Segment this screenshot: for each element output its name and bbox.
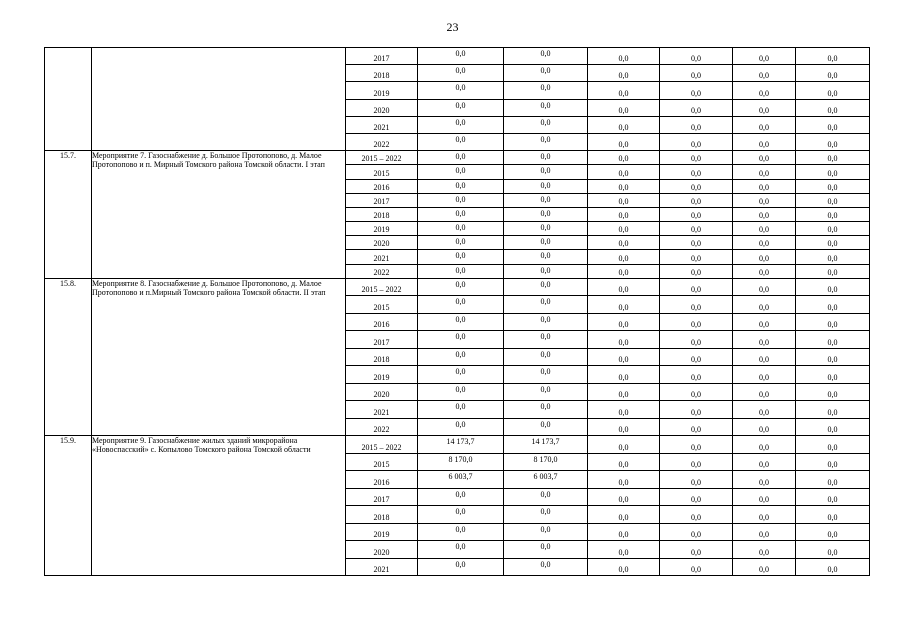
value-cell: 0,0: [796, 523, 870, 541]
value-cell: 0,0: [588, 82, 660, 99]
value-cell: 0,0: [588, 488, 660, 506]
table-row: [45, 151, 870, 165]
value-cell: 0,0: [660, 116, 733, 133]
value-cell: 0,0: [733, 366, 796, 384]
value-cell: 0,0: [504, 133, 588, 150]
value-cell: 0,0: [733, 48, 796, 65]
value-cell: 0,0: [733, 222, 796, 236]
value-cell: 0,0: [796, 313, 870, 331]
value-cell: 0,0: [733, 401, 796, 419]
value-cell: 0,0: [504, 193, 588, 207]
value-cell: 0,0: [504, 313, 588, 331]
year-cell: 2019: [346, 222, 418, 236]
value-cell: 0,0: [660, 348, 733, 366]
value-cell: 0,0: [660, 165, 733, 179]
value-cell: 0,0: [504, 165, 588, 179]
value-cell: 0,0: [796, 193, 870, 207]
value-cell: 0,0: [418, 222, 504, 236]
value-cell: 0,0: [796, 99, 870, 116]
value-cell: 0,0: [660, 82, 733, 99]
value-cell: 0,0: [504, 116, 588, 133]
value-cell: 0,0: [418, 193, 504, 207]
value-cell: 0,0: [796, 331, 870, 349]
value-cell: 0,0: [733, 165, 796, 179]
value-cell: 0,0: [588, 296, 660, 314]
value-cell: 0,0: [796, 116, 870, 133]
value-cell: 0,0: [660, 558, 733, 576]
value-cell: 0,0: [504, 99, 588, 116]
budget-table: [44, 47, 870, 576]
value-cell: 0,0: [588, 558, 660, 576]
value-cell: 0,0: [796, 207, 870, 221]
value-cell: 0,0: [733, 99, 796, 116]
year-cell: 2022: [346, 264, 418, 278]
measure-name: Мероприятие 7. Газоснабжение д. Большое Протопопово, д. Малое Протопопово и п. Мирный Томского района Томской области. I этап: [92, 151, 346, 279]
value-cell: 0,0: [504, 348, 588, 366]
value-cell: 0,0: [418, 151, 504, 165]
value-cell: 0,0: [733, 82, 796, 99]
value-cell: 0,0: [588, 151, 660, 165]
year-cell: 2015 – 2022: [346, 436, 418, 454]
measure-name: [92, 48, 346, 151]
value-cell: 0,0: [796, 264, 870, 278]
value-cell: 0,0: [660, 523, 733, 541]
value-cell: 0,0: [588, 278, 660, 296]
value-cell: 0,0: [418, 207, 504, 221]
value-cell: 0,0: [588, 133, 660, 150]
year-cell: 2016: [346, 179, 418, 193]
table-row: [45, 48, 870, 65]
value-cell: 0,0: [660, 366, 733, 384]
year-cell: 2015 – 2022: [346, 278, 418, 296]
value-cell: 0,0: [504, 236, 588, 250]
value-cell: 0,0: [796, 471, 870, 489]
value-cell: 0,0: [418, 48, 504, 65]
value-cell: 0,0: [418, 82, 504, 99]
value-cell: 0,0: [588, 418, 660, 436]
value-cell: 0,0: [588, 471, 660, 489]
value-cell: 0,0: [418, 488, 504, 506]
year-cell: 2017: [346, 488, 418, 506]
value-cell: 0,0: [733, 236, 796, 250]
year-cell: 2021: [346, 401, 418, 419]
value-cell: 0,0: [588, 48, 660, 65]
value-cell: 0,0: [588, 523, 660, 541]
value-cell: 0,0: [588, 264, 660, 278]
value-cell: 0,0: [796, 250, 870, 264]
measure-name: Мероприятие 9. Газоснабжение жилых зданий микрорайона «Новоспасский» с. Копылово Томского района Томской области: [92, 436, 346, 576]
value-cell: 0,0: [733, 296, 796, 314]
value-cell: 0,0: [504, 151, 588, 165]
value-cell: 0,0: [733, 313, 796, 331]
value-cell: 0,0: [660, 48, 733, 65]
value-cell: 0,0: [504, 264, 588, 278]
value-cell: 0,0: [588, 506, 660, 524]
value-cell: 0,0: [504, 558, 588, 576]
year-cell: 2021: [346, 250, 418, 264]
value-cell: 0,0: [796, 436, 870, 454]
value-cell: 0,0: [660, 250, 733, 264]
value-cell: 0,0: [660, 222, 733, 236]
value-cell: 0,0: [796, 401, 870, 419]
value-cell: 0,0: [660, 506, 733, 524]
year-cell: 2015: [346, 296, 418, 314]
value-cell: 0,0: [733, 488, 796, 506]
value-cell: 0,0: [660, 133, 733, 150]
table-row: [45, 436, 870, 454]
value-cell: 0,0: [588, 313, 660, 331]
value-cell: 0,0: [588, 383, 660, 401]
value-cell: 0,0: [588, 165, 660, 179]
value-cell: 0,0: [796, 383, 870, 401]
value-cell: 0,0: [588, 453, 660, 471]
year-cell: 2015 – 2022: [346, 151, 418, 165]
value-cell: 0,0: [418, 250, 504, 264]
value-cell: 0,0: [660, 488, 733, 506]
value-cell: 0,0: [418, 236, 504, 250]
value-cell: 0,0: [504, 82, 588, 99]
value-cell: 0,0: [504, 222, 588, 236]
value-cell: 0,0: [796, 151, 870, 165]
value-cell: 0,0: [418, 133, 504, 150]
value-cell: 0,0: [418, 278, 504, 296]
value-cell: 8 170,0: [418, 453, 504, 471]
value-cell: 0,0: [418, 541, 504, 559]
value-cell: 0,0: [418, 179, 504, 193]
value-cell: 0,0: [588, 193, 660, 207]
value-cell: 0,0: [733, 541, 796, 559]
value-cell: 0,0: [733, 471, 796, 489]
value-cell: 0,0: [588, 179, 660, 193]
year-cell: 2015: [346, 165, 418, 179]
value-cell: 0,0: [588, 541, 660, 559]
value-cell: 0,0: [418, 523, 504, 541]
value-cell: 0,0: [660, 193, 733, 207]
table-row: [45, 278, 870, 296]
value-cell: 0,0: [660, 436, 733, 454]
value-cell: 0,0: [418, 264, 504, 278]
measure-number: 15.7.: [45, 151, 92, 279]
value-cell: 0,0: [418, 331, 504, 349]
value-cell: 0,0: [418, 296, 504, 314]
value-cell: 0,0: [418, 165, 504, 179]
value-cell: 0,0: [660, 471, 733, 489]
value-cell: 0,0: [733, 453, 796, 471]
value-cell: 0,0: [418, 313, 504, 331]
value-cell: 0,0: [660, 541, 733, 559]
year-cell: 2018: [346, 506, 418, 524]
measure-number: 15.8.: [45, 278, 92, 436]
value-cell: 0,0: [418, 99, 504, 116]
value-cell: 0,0: [418, 116, 504, 133]
value-cell: 0,0: [733, 418, 796, 436]
value-cell: 0,0: [504, 207, 588, 221]
value-cell: 0,0: [660, 179, 733, 193]
value-cell: 0,0: [504, 541, 588, 559]
value-cell: 0,0: [733, 133, 796, 150]
value-cell: 0,0: [796, 236, 870, 250]
value-cell: 0,0: [504, 523, 588, 541]
value-cell: 0,0: [660, 99, 733, 116]
value-cell: 0,0: [418, 418, 504, 436]
value-cell: 0,0: [588, 236, 660, 250]
value-cell: 0,0: [588, 222, 660, 236]
value-cell: 0,0: [796, 222, 870, 236]
value-cell: 0,0: [796, 453, 870, 471]
year-cell: 2022: [346, 133, 418, 150]
year-cell: 2016: [346, 313, 418, 331]
value-cell: 0,0: [504, 383, 588, 401]
value-cell: 0,0: [504, 506, 588, 524]
value-cell: 0,0: [660, 236, 733, 250]
value-cell: 0,0: [588, 99, 660, 116]
value-cell: 0,0: [733, 65, 796, 82]
year-cell: 2017: [346, 331, 418, 349]
value-cell: 0,0: [733, 207, 796, 221]
value-cell: 0,0: [588, 116, 660, 133]
value-cell: 14 173,7: [418, 436, 504, 454]
value-cell: 14 173,7: [504, 436, 588, 454]
value-cell: 0,0: [733, 116, 796, 133]
value-cell: 0,0: [796, 558, 870, 576]
measure-number: [45, 48, 92, 151]
value-cell: 0,0: [588, 348, 660, 366]
value-cell: 0,0: [588, 401, 660, 419]
year-cell: 2021: [346, 116, 418, 133]
value-cell: 0,0: [504, 65, 588, 82]
value-cell: 0,0: [796, 133, 870, 150]
value-cell: 0,0: [588, 366, 660, 384]
year-cell: 2016: [346, 471, 418, 489]
year-cell: 2019: [346, 366, 418, 384]
value-cell: 0,0: [796, 296, 870, 314]
value-cell: 0,0: [660, 278, 733, 296]
year-cell: 2021: [346, 558, 418, 576]
value-cell: 0,0: [418, 401, 504, 419]
year-cell: 2017: [346, 193, 418, 207]
measure-number: 15.9.: [45, 436, 92, 576]
value-cell: 0,0: [418, 348, 504, 366]
value-cell: 0,0: [660, 65, 733, 82]
measure-name: Мероприятие 8. Газоснабжение д. Большое Протопопово, д. Малое Протопопово и п.Мирный Томского района Томской области. II этап: [92, 278, 346, 436]
value-cell: 0,0: [504, 296, 588, 314]
value-cell: 0,0: [660, 313, 733, 331]
value-cell: 0,0: [733, 383, 796, 401]
value-cell: 0,0: [504, 278, 588, 296]
value-cell: 0,0: [796, 82, 870, 99]
year-cell: 2022: [346, 418, 418, 436]
value-cell: 0,0: [504, 179, 588, 193]
value-cell: 0,0: [504, 488, 588, 506]
value-cell: 0,0: [733, 558, 796, 576]
value-cell: 0,0: [660, 151, 733, 165]
value-cell: 0,0: [504, 250, 588, 264]
value-cell: 0,0: [588, 331, 660, 349]
value-cell: 0,0: [733, 331, 796, 349]
value-cell: 0,0: [733, 523, 796, 541]
year-cell: 2020: [346, 236, 418, 250]
value-cell: 0,0: [504, 331, 588, 349]
year-cell: 2020: [346, 541, 418, 559]
value-cell: 0,0: [733, 264, 796, 278]
value-cell: 0,0: [733, 250, 796, 264]
year-cell: 2015: [346, 453, 418, 471]
value-cell: 0,0: [796, 48, 870, 65]
year-cell: 2019: [346, 523, 418, 541]
value-cell: 0,0: [588, 65, 660, 82]
value-cell: 0,0: [733, 151, 796, 165]
value-cell: 0,0: [418, 383, 504, 401]
value-cell: 0,0: [660, 401, 733, 419]
year-cell: 2018: [346, 348, 418, 366]
value-cell: 6 003,7: [418, 471, 504, 489]
year-cell: 2020: [346, 99, 418, 116]
value-cell: 0,0: [733, 193, 796, 207]
value-cell: 0,0: [660, 383, 733, 401]
page-number: 23: [446, 20, 459, 34]
value-cell: 0,0: [796, 179, 870, 193]
value-cell: 0,0: [660, 207, 733, 221]
value-cell: 6 003,7: [504, 471, 588, 489]
value-cell: 0,0: [733, 348, 796, 366]
year-cell: 2018: [346, 207, 418, 221]
value-cell: 0,0: [796, 348, 870, 366]
value-cell: 0,0: [418, 65, 504, 82]
value-cell: 0,0: [660, 418, 733, 436]
value-cell: 0,0: [588, 250, 660, 264]
value-cell: 8 170,0: [504, 453, 588, 471]
value-cell: 0,0: [733, 278, 796, 296]
year-cell: 2019: [346, 82, 418, 99]
value-cell: 0,0: [504, 366, 588, 384]
value-cell: 0,0: [504, 48, 588, 65]
value-cell: 0,0: [796, 366, 870, 384]
value-cell: 0,0: [504, 401, 588, 419]
year-cell: 2017: [346, 48, 418, 65]
table-body: [45, 48, 870, 576]
value-cell: 0,0: [796, 165, 870, 179]
value-cell: 0,0: [418, 366, 504, 384]
value-cell: 0,0: [660, 264, 733, 278]
value-cell: 0,0: [796, 278, 870, 296]
value-cell: 0,0: [418, 506, 504, 524]
value-cell: 0,0: [796, 65, 870, 82]
value-cell: 0,0: [733, 179, 796, 193]
value-cell: 0,0: [588, 436, 660, 454]
value-cell: 0,0: [504, 418, 588, 436]
value-cell: 0,0: [660, 453, 733, 471]
value-cell: 0,0: [733, 436, 796, 454]
value-cell: 0,0: [660, 331, 733, 349]
value-cell: 0,0: [796, 418, 870, 436]
value-cell: 0,0: [418, 558, 504, 576]
value-cell: 0,0: [660, 296, 733, 314]
value-cell: 0,0: [588, 207, 660, 221]
value-cell: 0,0: [733, 506, 796, 524]
year-cell: 2020: [346, 383, 418, 401]
value-cell: 0,0: [796, 488, 870, 506]
value-cell: 0,0: [796, 506, 870, 524]
year-cell: 2018: [346, 65, 418, 82]
value-cell: 0,0: [796, 541, 870, 559]
